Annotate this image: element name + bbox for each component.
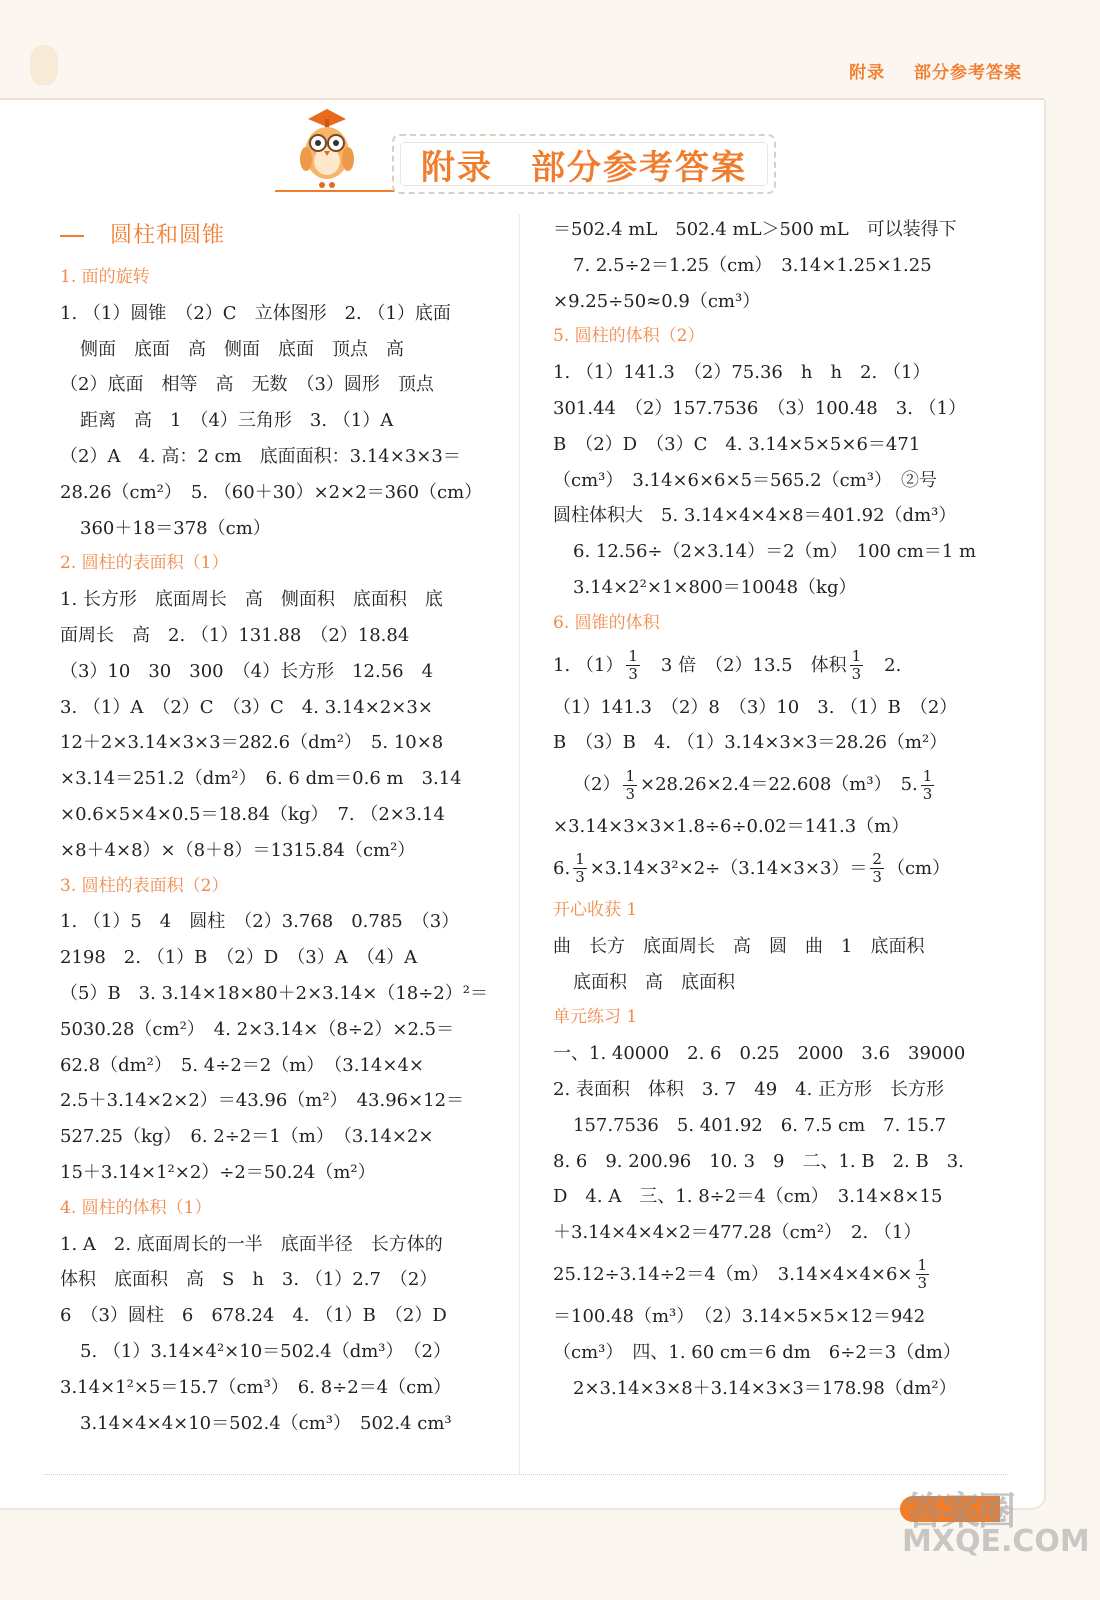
fraction-denominator: 3 [575, 868, 585, 887]
fraction-denominator: 3 [922, 784, 933, 803]
answer-line: 1. （1）141.3 （2）75.36 h h 2. （1） [553, 362, 931, 384]
answer-line: 5030.28（cm²） 4. 2×3.14×（8÷2）×2.5＝ [60, 1018, 455, 1040]
fraction [921, 768, 935, 803]
answer-line: 曲 长方 底面周长 高 圆 曲 1 底面积 [553, 935, 925, 957]
answer-line: 28.26（cm²） 5. （60＋30）×2×2＝360（cm） [60, 481, 483, 503]
left-column [60, 212, 500, 1441]
title-appendix: 附录 [421, 147, 493, 188]
answer-line: 1. （1）圆锥 （2）C 立体图形 2. （1）底面 [60, 302, 451, 324]
answer-text: （2） [573, 774, 621, 796]
answer-line: 3. （1）A （2）C （3）C 4. 3.14×2×3× [60, 696, 433, 718]
answer-line: ＋3.14×4×4×2＝477.28（cm²） 2. （1） [553, 1222, 922, 1244]
answer-line: 距离 高 1 （4）三角形 3. （1）A [80, 410, 394, 432]
fraction-numerator: 1 [575, 850, 585, 869]
answer-line: 527.25（kg） 6. 2÷2＝1（m） （3.14×2× [60, 1126, 434, 1148]
answer-line [553, 642, 993, 690]
section-subtitle: 2. 圆柱的表面积（1） [60, 553, 229, 574]
answer-line: 底面积 高 底面积 [573, 971, 735, 993]
fraction-numerator: 1 [625, 766, 635, 785]
answer-line: 7. 2.5÷2＝1.25（cm） 3.14×1.25×1.25 [573, 254, 932, 276]
answer-line: 圆柱体积大 5. 3.14×4×4×8＝401.92（dm³） [553, 505, 957, 527]
fraction-numerator: 1 [628, 647, 638, 666]
answer-line: 2×3.14×3×8＋3.14×3×3＝178.98（dm²） [573, 1377, 957, 1399]
answer-line: D 4. A 三、1. 8÷2＝4（cm） 3.14×8×15 [553, 1186, 943, 1208]
fraction-numerator: 2 [872, 850, 882, 869]
fraction-denominator: 3 [625, 784, 635, 803]
answer-line: 1. 长方形 底面周长 高 侧面积 底面积 底 [60, 589, 443, 611]
section-subtitle: 5. 圆柱的体积（2） [553, 326, 705, 347]
answer-line: 1. A 2. 底面周长的一半 底面半径 长方体的 [60, 1233, 443, 1255]
answer-text: 25.12÷3.14÷2＝4（m） 3.14×4×4×6× [553, 1263, 913, 1285]
fraction [870, 851, 884, 886]
answer-line: 8. 6 9. 200.96 10. 3 9 二、1. B 2. B 3. [553, 1150, 964, 1172]
answer-line: 2. 表面积 体积 3. 7 49 4. 正方形 长方形 [553, 1078, 945, 1100]
answer-line: 157.7536 5. 401.92 6. 7.5 cm 7. 15.7 [573, 1114, 947, 1136]
answer-line: （2）A 4. 高：2 cm 底面面积：3.14×3×3＝ [60, 445, 461, 467]
fraction [626, 648, 640, 683]
fraction [916, 1257, 930, 1292]
answer-line: （3）10 30 300 （4）长方形 12.56 4 [60, 660, 434, 682]
answer-text: ×28.26×2.4＝22.608（m³） 5. [640, 774, 918, 796]
answer-line [553, 761, 993, 809]
answer-line: （cm³） 四、1. 60 cm＝6 dm 6÷2＝3（dm） [553, 1341, 961, 1363]
section-subtitle: 6. 圆锥的体积 [553, 612, 660, 633]
answer-line: 一、1. 40000 2. 6 0.25 2000 3.6 39000 [553, 1043, 966, 1065]
page-title [392, 134, 776, 194]
header-section: 部分参考答案 [914, 63, 1022, 83]
fraction [573, 851, 587, 886]
column-divider [519, 215, 520, 1475]
answer-text: 3 倍 （2）13.5 体积 [642, 654, 847, 676]
fraction-denominator: 3 [851, 665, 862, 684]
answer-line: ×9.25÷50≈0.9（cm³） [553, 290, 761, 312]
header-rule [0, 98, 1044, 100]
section-subtitle: 3. 圆柱的表面积（2） [60, 875, 229, 896]
answer-line: 3.14×4×4×10＝502.4（cm³） 502.4 cm³ [80, 1412, 452, 1434]
section-subtitle: 1. 面的旋转 [60, 267, 150, 287]
answer-line: （cm³） 3.14×6×6×5＝565.2（cm³） ②号 [553, 469, 937, 491]
running-header [827, 58, 1022, 83]
answer-line: 15＋3.14×1²×2）÷2＝50.24（m²） [60, 1161, 376, 1183]
answer-line [553, 1251, 993, 1299]
chapter-title-text: 圆柱和圆锥 [110, 223, 226, 248]
chapter-dash [60, 235, 84, 237]
answer-line: ×3.14×3×3×1.8÷6÷0.02＝141.3（m） [553, 816, 910, 838]
answer-line: 360＋18＝378（cm） [80, 517, 271, 539]
answer-line: 2.5＋3.14×2×2）＝43.96（m²） 43.96×12＝ [60, 1090, 465, 1112]
answer-text: 6. [553, 857, 571, 879]
answer-line: 301.44 （2）157.7536 （3）100.48 3. （1） [553, 397, 967, 419]
answer-line: B （2）D （3）C 4. 3.14×5×5×6＝471 [553, 433, 921, 455]
answer-line: 侧面 底面 高 侧面 底面 顶点 高 [80, 338, 404, 360]
footer-rule [44, 1474, 1008, 1475]
fraction-denominator: 3 [872, 868, 882, 887]
answer-line: 1. （1）5 4 圆柱 （2）3.768 0.785 （3） [60, 911, 460, 933]
fraction-numerator: 1 [851, 647, 862, 666]
fraction [623, 768, 637, 803]
section-subtitle: 4. 圆柱的体积（1） [60, 1197, 212, 1218]
answer-line [553, 845, 993, 893]
mascot-baseline [275, 190, 397, 192]
answer-line: 3.14×1²×5＝15.7（cm³） 6. 8÷2＝4（cm） [60, 1376, 452, 1398]
watermark-url: MXQE.COM [902, 1524, 1090, 1559]
answer-line: （5）B 3. 3.14×18×80＋2×3.14×（18÷2）²＝ [60, 982, 488, 1004]
answer-line: 62.8（dm²） 5. 4÷2＝2（m） （3.14×4× [60, 1054, 424, 1076]
answer-line: 6. 12.56÷（2×3.14）＝2（m） 100 cm＝1 m [573, 541, 977, 563]
answer-line: 体积 底面积 高 S h 3. （1）2.7 （2） [60, 1269, 438, 1291]
answer-line: B （3）B 4. （1）3.14×3×3＝28.26（m²） [553, 732, 948, 754]
answer-text: 1. （1） [553, 654, 624, 676]
title-answers: 部分参考答案 [531, 147, 747, 188]
answer-line: ＝502.4 mL 502.4 mL＞500 mL 可以装得下 [553, 219, 957, 240]
fraction-numerator: 1 [917, 1256, 928, 1275]
answer-text: （cm） [886, 857, 951, 879]
fraction-numerator: 1 [922, 766, 933, 785]
owl-mascot-icon [292, 105, 362, 191]
answer-line: 3.14×2²×1×800＝10048（kg） [573, 576, 857, 598]
answer-line: ＝100.48（m³） （2）3.14×5×5×12＝942 [553, 1305, 926, 1327]
left-answers [60, 260, 500, 1441]
answer-text: ×3.14×3²×2÷（3.14×3×3）＝ [589, 857, 868, 879]
corner-decoration [30, 45, 58, 85]
fraction [850, 648, 864, 683]
watermark-logo: 答案圈 [906, 1489, 1015, 1533]
answer-line: 5. （1）3.14×4²×10＝502.4（dm³） （2） [80, 1340, 451, 1362]
answer-line: （1）141.3 （2）8 （3）10 3. （1）B （2） [553, 696, 958, 718]
section-subtitle: 单元练习 1 [553, 1007, 638, 1028]
header-appendix: 附录 [849, 63, 886, 83]
right-answers [553, 212, 993, 1406]
answer-line: ×0.6×5×4×0.5＝18.84（kg） 7. （2×3.14 [60, 803, 445, 825]
answer-line: （2）底面 相等 高 无数 （3）圆形 顶点 [60, 374, 434, 396]
answer-line: ×8＋4×8）×（8＋8）＝1315.84（cm²） [60, 839, 416, 861]
fraction-denominator: 3 [917, 1274, 928, 1293]
answer-line: ×3.14＝251.2（dm²） 6. 6 dm＝0.6 m 3.14 [60, 768, 462, 790]
answer-line: 12＋2×3.14×3×3＝282.6（dm²） 5. 10×8 [60, 732, 444, 754]
answer-text: 2. [866, 654, 902, 676]
answer-line: 2198 2. （1）B （2）D （3）A （4）A [60, 947, 418, 969]
chapter-title [60, 212, 500, 260]
section-subtitle: 开心收获 1 [553, 899, 638, 920]
answer-line: 面周长 高 2. （1）131.88 （2）18.84 [60, 624, 410, 646]
right-column [553, 212, 993, 1406]
fraction-denominator: 3 [628, 665, 638, 684]
answer-line: 6 （3）圆柱 6 678.24 4. （1）B （2）D [60, 1305, 447, 1327]
